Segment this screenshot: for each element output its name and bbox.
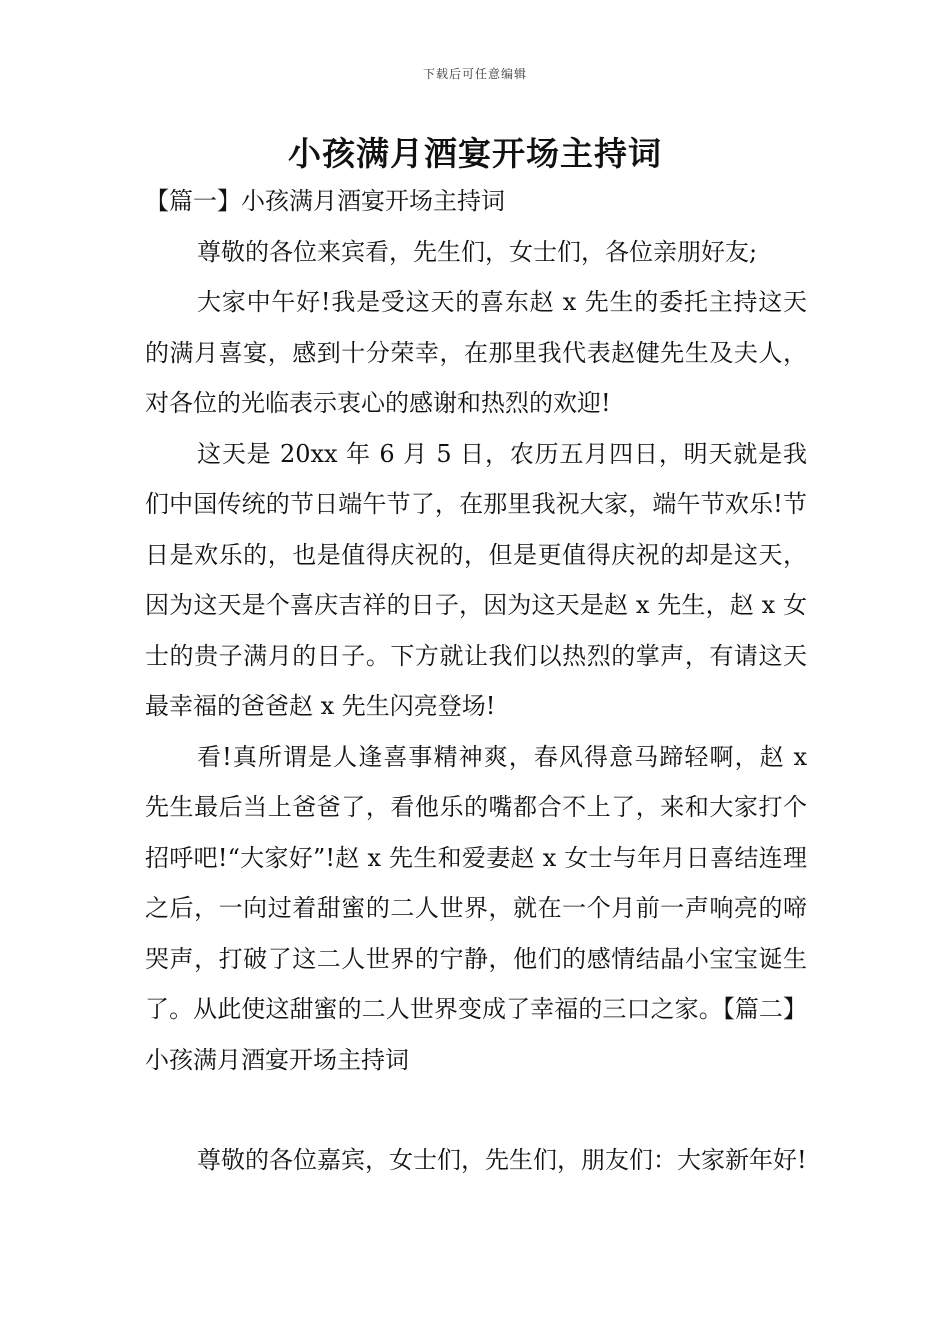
paragraph: 这天是 20xx 年 6 月 5 日，农历五月四日，明天就是我们中国传统的节日端午节了，在那里我祝大家，端午节欢乐!节日是欢乐的，也是值得庆祝的，但是更值得庆祝的却是这天，因为这天是个喜庆吉祥的日子，因为这天是赵 x 先生，赵 x 女士的贵子满月的日子。下方就让我们以热烈的掌声，有请这天最幸福的爸爸赵 x 先生闪亮登场! bbox=[145, 439, 807, 720]
paragraph: 看!真所谓是人逢喜事精神爽，春风得意马蹄轻啊，赵 x 先生最后当上爸爸了，看他乐的嘴都合不上了，来和大家打个招呼吧!“大家好”!赵 x 先生和爱妻赵 x 女士与年月日喜结连理之后，一向过着甜蜜的二人世界，就在一个月前一声响亮的啼哭声，打破了这二人世界的宁静，他们的感情结晶小宝宝诞生了。从此使这甜蜜的二人世界变成了幸福的三口之家。【篇二】小孩满月酒宴开场主持词 bbox=[145, 742, 807, 1074]
paragraph: 大家中午好!我是受这天的喜东赵 x 先生的委托主持这天的满月喜宴，感到十分荣幸，在那里我代表赵健先生及夫人，对各位的光临表示衷心的感谢和热烈的欢迎! bbox=[145, 288, 807, 417]
paragraph: 尊敬的各位来宾看，先生们，女士们，各位亲朋好友; bbox=[197, 237, 758, 266]
paragraph: 尊敬的各位嘉宾，女士们，先生们，朋友们：大家新年好! bbox=[197, 1146, 807, 1174]
section-heading: 【篇一】小孩满月酒宴开场主持词 bbox=[145, 187, 505, 215]
document-body bbox=[145, 176, 807, 1186]
header-note: 下载后可任意编辑 bbox=[422, 67, 527, 81]
document-title: 小孩满月酒宴开场主持词 bbox=[288, 134, 662, 173]
paragraph-spacer bbox=[145, 1085, 807, 1135]
